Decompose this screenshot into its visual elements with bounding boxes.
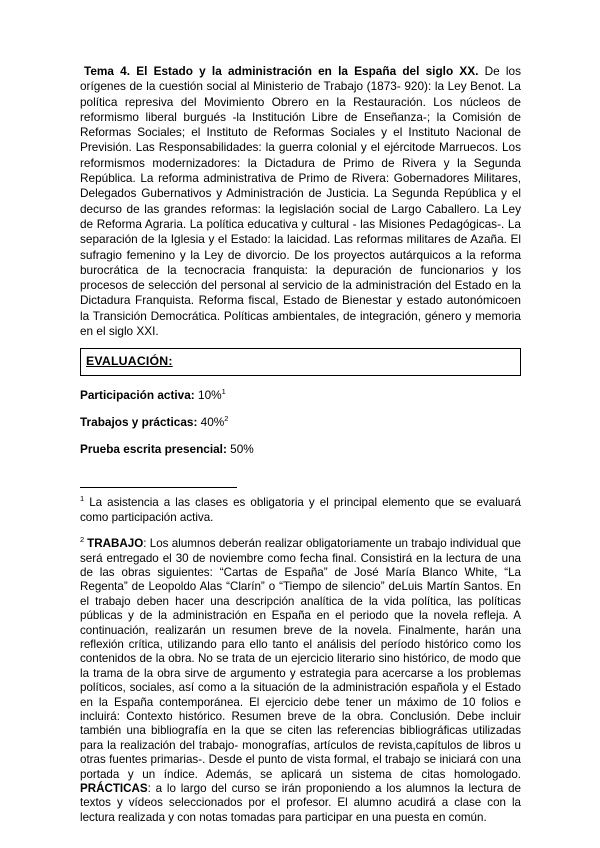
eval-item-label: Participación activa: xyxy=(80,388,195,403)
footnote-ref-1: 1 xyxy=(221,387,226,397)
trabajo-label: TRABAJO xyxy=(87,537,144,551)
practicas-label: PRÁCTICAS xyxy=(80,782,148,796)
footnote-1-text: La asistencia a las clases es obligatoria y el principal elemento que se evaluará como participación activa. xyxy=(80,496,521,524)
eval-item-label: Trabajos y prácticas: xyxy=(80,415,198,430)
footnote-2 xyxy=(80,537,521,825)
footnote-2-text-b: : a lo largo del curso se irán proponiendo a los alumnos la lectura de textos y vídeos seleccionados por el profesor. El alumno acudirá a clase con la lectura realizada y con notas tomadas para participar en una puesta en común. xyxy=(80,782,521,824)
footnote-ref-2: 2 xyxy=(224,414,229,424)
eval-item-value: 50% xyxy=(226,442,254,457)
footnote-2-text-a: : Los alumnos deberán realizar obligatoriamente un trabajo individual que será entregado el 30 de noviembre como fecha final. Consistirá en la lectura de una de las obras siguientes: “Cartas de España” de José María Blanco White, “La Regenta” de Leopoldo Alas “Clarín” o “Tiempo de silencio” deLuis Martín Santos. En el trabajo deben hacer una descripción analítica de la vida política, las políticas públicas y de la administración en España en el periodo que la novela refleja. A continuación, realizarán un resumen breve de la novela. Finalmente, harán una reflexión crítica, utilizando para ello tanto el análisis del período histórico como los contenidos de la obra. No se trata de un ejercicio literario sino histórico, de modo que la trama de la obra sirve de argumento y estrategia para acercarse a los problemas políticos, sociales, así como a la situación de la administración española y el Estado en la España contemporánea. El ejercicio debe tener un máximo de 10 folios e incluirá: Contexto histórico. Resumen breve de la obra. Conclusión. Debe incluir también una bibliografía en la que se citen las referencias bibliográficas utilizadas para la realización del trabajo- monografías, artículos de revista,capítulos de libros u otras fuentes primarias-. Desde el punto de vista formal, el trabajo se iniciará con una portada y un índice. Además, se aplicará un sistema de citas homologado. xyxy=(80,537,521,781)
footnote-2-marker: 2 xyxy=(80,535,85,545)
evaluacion-heading: EVALUACIÓN: xyxy=(86,354,173,369)
eval-item-trabajos-practicas xyxy=(80,415,521,430)
footnote-1-marker: 1 xyxy=(80,494,85,504)
evaluacion-heading-box xyxy=(80,348,521,376)
tema-body-text: De los orígenes de la cuestión social al Ministerio de Trabajo (1873- 920): la Ley Benot. La política represiva del Movimiento Obrero en la Restauración. Los núcleos de reformismo liberal burgués -la Institución Libre de Enseñanza-; la Comisión de Reformas Sociales; el Instituto de Reformas Sociales y el Instituto Nacional de Previsión. Las Responsabilidades: la guerra colonial y el ejércitode Marruecos. Los reformismos modernizadores: la Dictadura de Primo de Rivera y la Segunda República. La reforma administrativa de Primo de Rivera: Gobernadores Militares, Delegados Gubernativos y Administración de Justicia. La Segunda República y el decurso de las grandes reformas: la legislación social de Largo Caballero. La Ley de Reforma Agraria. La política educativa y cultural - las Misiones Pedagógicas-. La separación de la Iglesia y el Estado: la laicidad. Las reformas militares de Azaña. El sufragio femenino y la Ley de divorcio. De los proyectos autárquicos a la reforma burocrática de la tecnocracia franquista: la depuración de funcionarios y los procesos de selección del personal al servicio de la administración del Estado en la Dictadura Franquista. Reforma fiscal, Estado de Bienestar y estado autonómicoen la Transición Democrática. Políticas ambientales, de integración, género y memoria en el siglo XXI. xyxy=(80,64,521,339)
tema-title: Tema 4. El Estado y la administración en la España del siglo XX. xyxy=(84,64,479,78)
tema-paragraph xyxy=(80,64,521,339)
footnote-separator xyxy=(80,487,237,488)
eval-item-participacion-activa xyxy=(80,388,521,403)
eval-item-label: Prueba escrita presencial: xyxy=(80,442,227,457)
eval-item-prueba-escrita xyxy=(80,442,521,457)
eval-item-value: 10% xyxy=(194,388,222,403)
eval-item-value: 40% xyxy=(197,415,225,430)
footnote-1 xyxy=(80,496,521,525)
